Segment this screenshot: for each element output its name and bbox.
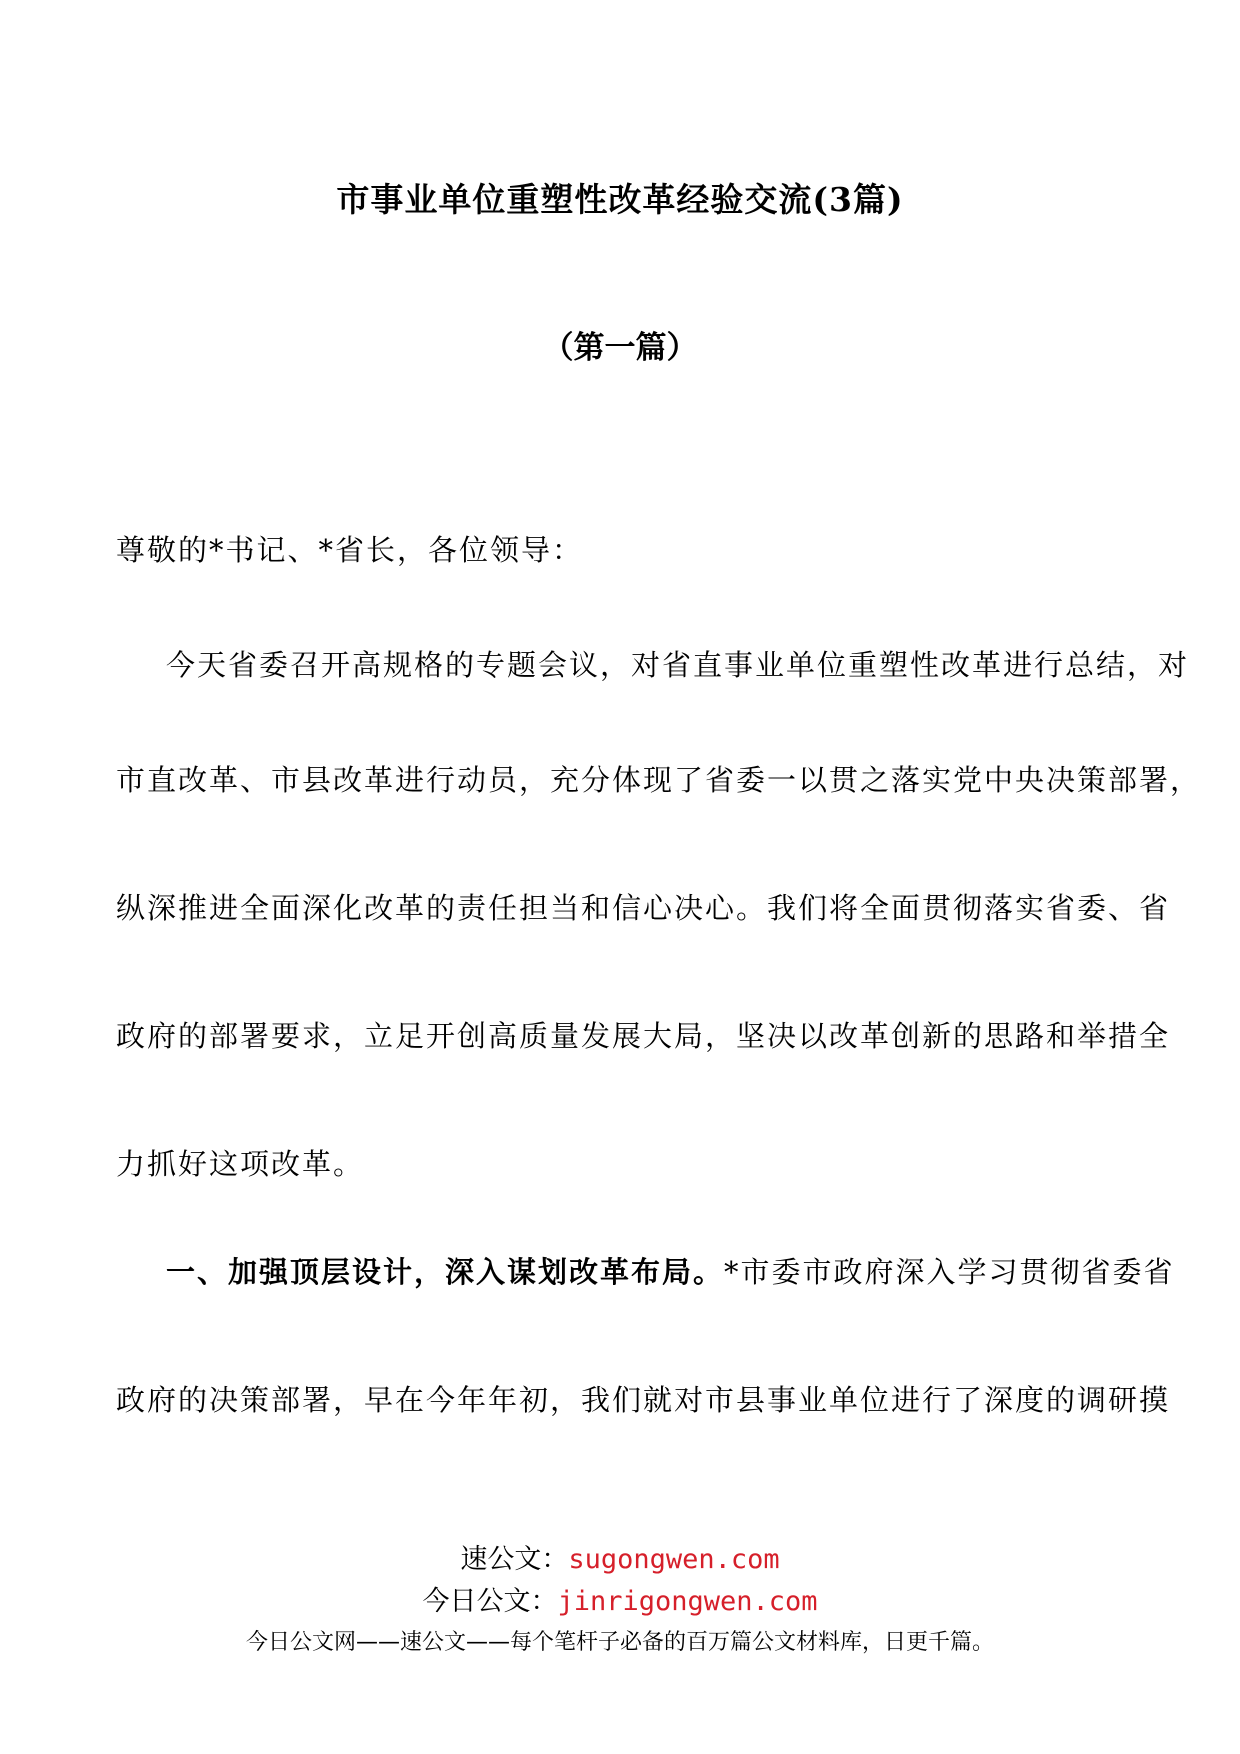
document-title: 市事业单位重塑性改革经验交流(3篇) bbox=[336, 180, 904, 219]
footer-sugongwen bbox=[0, 1542, 1240, 1578]
footer-url-link[interactable]: sugongwen.com bbox=[568, 1544, 780, 1575]
footer-jinrigongwen bbox=[0, 1584, 1240, 1620]
footer-tagline: 今日公文网——速公文——每个笔杆子必备的百万篇公文材料库，日更千篇。 bbox=[245, 1630, 994, 1655]
document-subtitle: （第一篇） bbox=[542, 330, 698, 366]
paragraph-line: 政府的部署要求，立足开创高质量发展大局，坚决以改革创新的思路和举措全 bbox=[116, 1019, 1171, 1053]
footer-label: 今日公文： bbox=[422, 1586, 558, 1617]
section-text: *市委市政府深入学习贯彻省委省 bbox=[724, 1255, 1175, 1289]
footer-label: 速公文： bbox=[460, 1544, 569, 1575]
paragraph-line: 纵深推进全面深化改革的责任担当和信心决心。我们将全面贯彻落实省委、省 bbox=[116, 891, 1171, 925]
paragraph-line: 市直改革、市县改革进行动员，充分体现了省委一以贯之落实党中央决策部署， bbox=[116, 763, 1202, 797]
section-heading: 一、加强顶层设计，深入谋划改革布局。 bbox=[166, 1255, 725, 1289]
salutation: 尊敬的*书记、*省长，各位领导： bbox=[116, 533, 584, 567]
paragraph-line: 今天省委召开高规格的专题会议，对省直事业单位重塑性改革进行总结，对 bbox=[166, 648, 1190, 682]
footer-url-link[interactable]: jinrigongwen.com bbox=[557, 1586, 818, 1617]
paragraph-line: 力抓好这项改革。 bbox=[116, 1147, 365, 1181]
paragraph-line: 政府的决策部署，早在今年年初，我们就对市县事业单位进行了深度的调研摸 bbox=[116, 1383, 1171, 1417]
section-1-first-line bbox=[116, 1252, 1175, 1292]
